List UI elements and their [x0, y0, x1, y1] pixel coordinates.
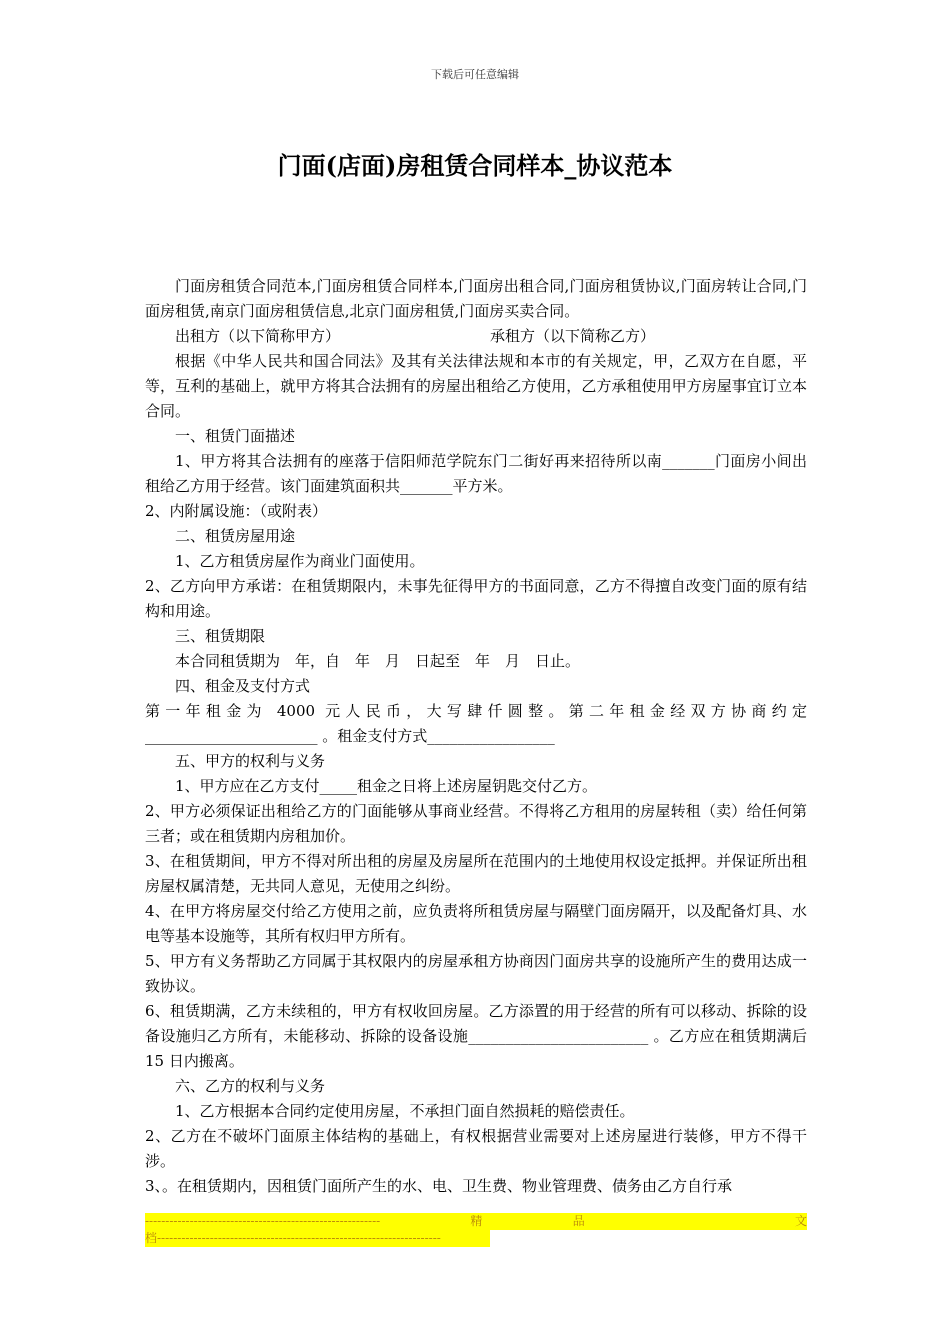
- paragraph: 2、甲方必须保证出租给乙方的门面能够从事商业经营。不得将乙方租用的房屋转租（卖）给任何第三者；或在租赁期内房租加价。: [145, 802, 807, 845]
- paragraph: 第一年租金为 4000 元人民币，大写肆仟圆整。第二年租金经双方协商约定_______________________ 。租金支付方式_________________: [145, 702, 807, 745]
- paragraph: 3、在租赁期间，甲方不得对所出租的房屋及房屋所在范围内的土地使用权设定抵押。并保证所出租房屋权属清楚，无共同人意见，无使用之纠纷。: [145, 852, 807, 895]
- paragraph: 2、乙方在不破坏门面原主体结构的基础上，有权根据营业需要对上述房屋进行装修，甲方不得干涉。: [145, 1127, 807, 1170]
- section-heading: 三、租赁期限: [175, 627, 266, 645]
- footer-watermark: [145, 1213, 807, 1252]
- paragraph: 2、内附属设施：（或附表）: [145, 502, 328, 520]
- section-heading: 一、租赁门面描述: [175, 427, 296, 445]
- paragraph: 3、。在租赁期内，因租赁门面所产生的水、电、卫生费、物业管理费、债务由乙方自行承: [145, 1177, 733, 1195]
- section-heading: 二、租赁房屋用途: [175, 527, 296, 545]
- paragraph: 门面房租赁合同范本,门面房租赁合同样本,门面房出租合同,门面房租赁协议,门面房转让合同,门面房租赁,南京门面房租赁信息,北京门面房租赁,门面房买卖合同。: [145, 277, 807, 320]
- paragraph: 6、租赁期满，乙方未续租的，甲方有权收回房屋。乙方添置的用于经营的所有可以移动、拆除的设备设施归乙方所有，未能移动、拆除的设备设施________________________ 。乙方应在租赁期满后 15 日内搬离。: [145, 1002, 807, 1070]
- paragraph: 1、甲方应在乙方支付_____租金之日将上述房屋钥匙交付乙方。: [175, 777, 598, 795]
- footer-line-2: 档----------------------------------------------------------------------: [145, 1230, 490, 1247]
- footer-dashes: ----------------------------------------------------------: [145, 1214, 381, 1228]
- lessee-label: 承租方（以下简称乙方）: [490, 327, 656, 345]
- paragraph: 1、甲方将其合法拥有的座落于信阳师范学院东门二街好再来招待所以南_______门面房小间出租给乙方用于经营。该门面建筑面积共_______平方米。: [145, 452, 807, 495]
- lessor-label: 出租方（以下简称甲方）: [175, 327, 341, 345]
- section-heading: 五、甲方的权利与义务: [175, 752, 326, 770]
- footer-char: 文: [794, 1214, 807, 1228]
- paragraph: 本合同租赁期为 年，自 年 月 日起至 年 月 日止。: [175, 652, 581, 670]
- document-body: [145, 274, 807, 1199]
- footer-line-1: [145, 1213, 807, 1230]
- footer-char: 精: [470, 1214, 483, 1228]
- page-title: 门面(店面)房租赁合同样本_协议范本: [277, 151, 673, 180]
- section-heading: 六、乙方的权利与义务: [175, 1077, 326, 1095]
- footer-char: 品: [572, 1214, 585, 1228]
- section-heading: 四、租金及支付方式: [175, 677, 311, 695]
- parties-line: [145, 324, 807, 349]
- paragraph: 2、乙方向甲方承诺：在租赁期限内，未事先征得甲方的书面同意，乙方不得擅自改变门面的原有结构和用途。: [145, 577, 807, 620]
- paragraph: 4、在甲方将房屋交付给乙方使用之前，应负责将所租赁房屋与隔壁门面房隔开，以及配备灯具、水电等基本设施等，其所有权归甲方所有。: [145, 902, 807, 945]
- paragraph: 5、甲方有义务帮助乙方同属于其权限内的房屋承租方协商因门面房共享的设施所产生的费用达成一致协议。: [145, 952, 807, 995]
- paragraph: 根据《中华人民共和国合同法》及其有关法律法规和本市的有关规定，甲，乙双方在自愿，平等，互利的基础上，就甲方将其合法拥有的房屋出租给乙方使用，乙方承租使用甲方房屋事宜订立本合同。: [145, 352, 807, 420]
- paragraph: 1、乙方根据本合同约定使用房屋，不承担门面自然损耗的赔偿责任。: [175, 1102, 635, 1120]
- header-note: 下载后可任意编辑: [431, 68, 519, 81]
- paragraph: 1、乙方租赁房屋作为商业门面使用。: [175, 552, 425, 570]
